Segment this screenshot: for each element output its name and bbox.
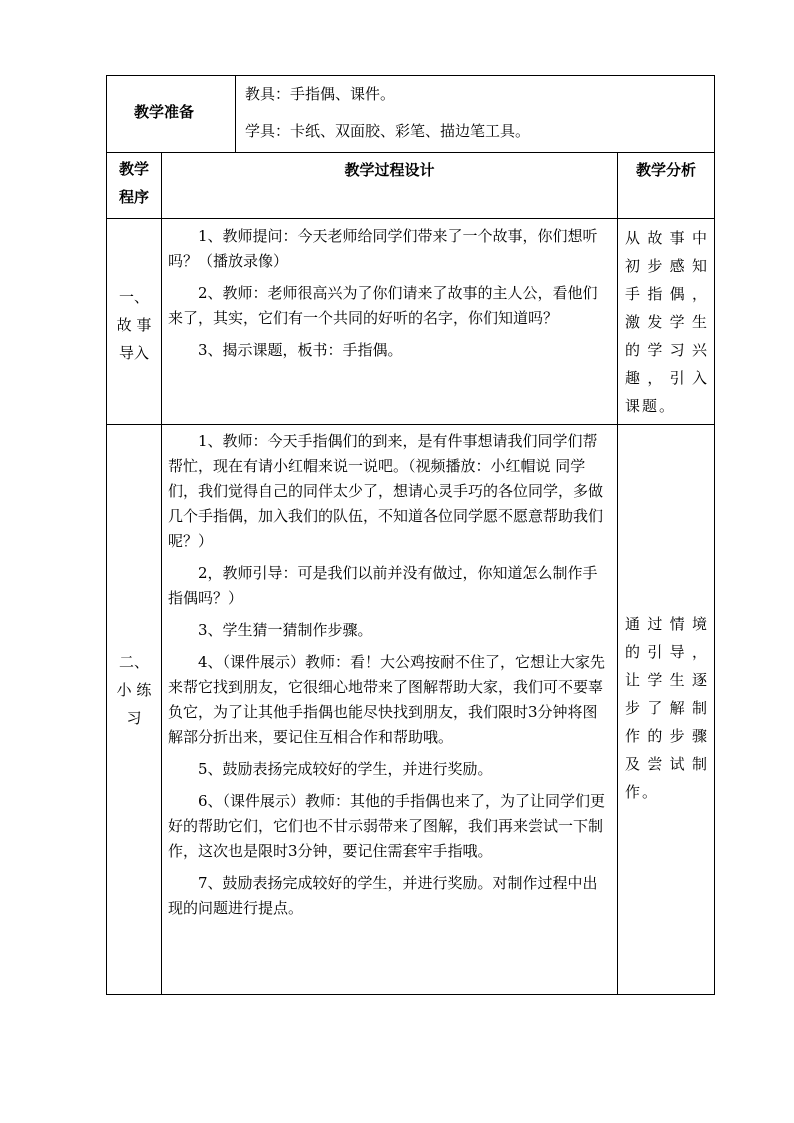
section1-label [107,283,161,367]
section2-label [107,648,161,732]
section2-label-line3: 习 [126,709,142,727]
prep-label: 教学准备 [134,103,195,121]
v-line-col1 [161,152,162,995]
section2-analysis: 通过情境的引导，让学生逐步了解制作的步骤及尝试制作。 [625,615,709,801]
section1-label-line3: 导入 [118,344,149,362]
h-line-prep-bottom [106,152,715,153]
section1-label-line2: 故 事 [116,316,152,334]
section2-paragraph-1: 1、教师：今天手指偶们的到来，是有件事想请我们同学们帮帮忙，现在有请小红帽来说一说吧。（视频播放：小红帽说 同学们，我们觉得自己的同伴太少了，想请心灵手巧的各位同学，多做几个手指偶，加入我们的队伍，不知道各位同学愿不愿意帮助我们呢？） [168,432,604,550]
h-line-bottom [106,994,715,995]
v-line-left [106,75,107,995]
section1-paragraph-3: 3、揭示课题，板书：手指偶。 [198,341,403,359]
section2-paragraph-3: 3、学生猜一猜制作步骤。 [198,621,373,639]
h-line-section1-bottom [106,424,715,425]
section2-paragraph-4: 4、（课件展示）教师：看！大公鸡按耐不住了，它想让大家先来帮它找到朋友，它很细心地带来了图解帮助大家，我们可不要辜负它，为了让其他手指偶也能尽快找到朋友，我们限时3分钟将图解部分折出来，要记住互相合作和帮助哦。 [168,653,606,746]
v-line-prep-divider [235,75,236,152]
section2-paragraph-2: 2，教师引导：可是我们以前并没有做过，你知道怎么制作手指偶吗？） [168,564,598,607]
h-line-header-bottom [106,218,715,219]
section1-content [168,224,611,363]
header-col1-line1: 教学 [118,160,149,178]
section1-paragraph-2: 2、教师：老师很高兴为了你们请来了故事的主人公，看他们来了，其实，它们有一个共同的好听的名字，你们知道吗？ [168,284,598,327]
section1-label-line1: 一、 [118,288,149,306]
header-col1 [107,155,161,211]
prep-teacher-tools: 教具：手指偶、课件。 [245,85,396,103]
header-col3: 教学分析 [635,161,696,179]
section2-paragraph-7: 7、鼓励表扬完成较好的学生，并进行奖励。对制作过程中出现的问题进行提点。 [168,874,598,917]
h-line-top [106,75,715,76]
v-line-col2 [617,152,618,995]
section2-label-line2: 小 练 [116,681,152,699]
header-col2: 教学过程设计 [344,161,435,179]
section2-content [168,429,611,921]
section1-analysis: 从故事中初步感知手指偶，激发学生的学习兴趣，引入课题。 [625,229,709,415]
section2-paragraph-6: 6、（课件展示）教师：其他的手指偶也来了，为了让同学们更好的帮助它们，它们也不甘示弱带来了图解，我们再来尝试一下制作，这次也是限时3分钟，要记住需套牢手指哦。 [168,792,606,860]
v-line-right [714,75,715,995]
header-col1-line2: 程序 [118,188,149,206]
prep-student-tools: 学具：卡纸、双面胶、彩笔、描边笔工具。 [245,122,531,140]
section2-paragraph-5: 5、鼓励表扬完成较好的学生，并进行奖励。 [198,760,493,778]
section1-paragraph-1: 1、教师提问：今天老师给同学们带来了一个故事，你们想听吗？（播放录像） [168,227,598,270]
section2-label-line1: 二、 [118,653,149,671]
